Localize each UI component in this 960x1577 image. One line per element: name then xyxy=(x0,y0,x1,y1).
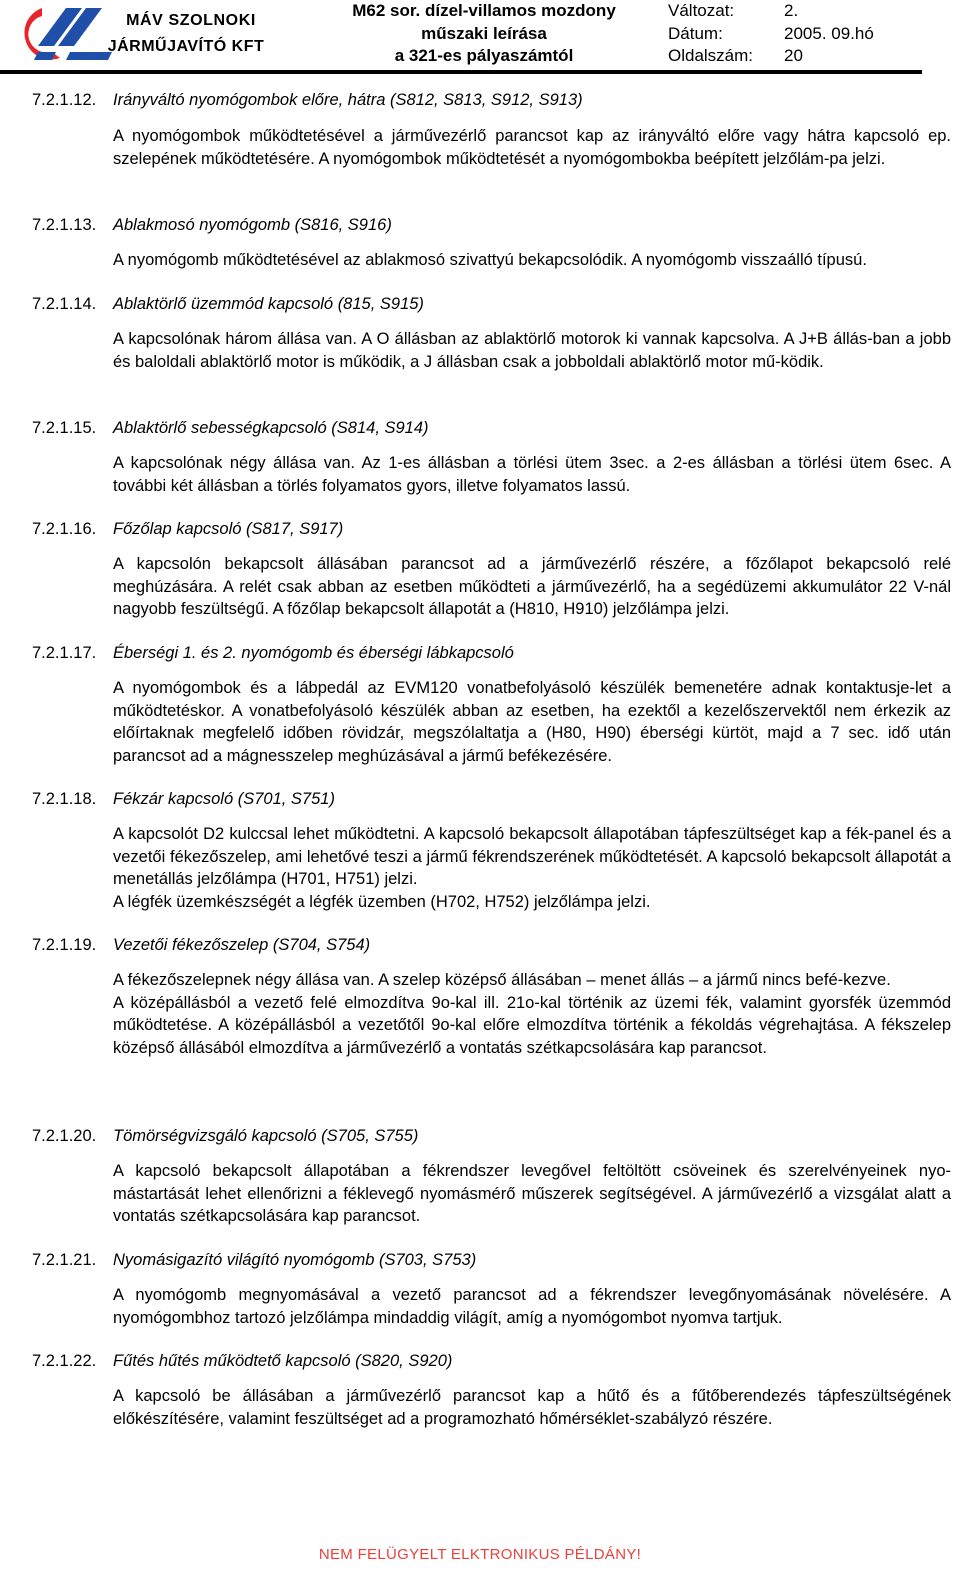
section-title: Ablaktörlő üzemmód kapcsoló (815, S915) xyxy=(113,295,424,313)
section-heading xyxy=(32,1127,418,1146)
meta-row-version xyxy=(668,0,874,23)
meta-value: 2. xyxy=(784,1,799,20)
paragraph: A kapcsolónak négy állása van. Az 1-es állásban a törlési ütem 3sec. a 2-es állásban a törlési ütem 6sec. A további két állásban a törlés folyamatos gyors, illetve folyamatos lassú. xyxy=(113,454,951,495)
meta-label: Oldalszám: xyxy=(668,46,754,65)
document-title-line: M62 sor. dízel-villamos mozdony xyxy=(352,1,616,20)
uncontrolled-copy-notice: NEM FELÜGYELT ELKTRONIKUS PÉLDÁNY! xyxy=(318,1546,642,1563)
section-title: Főzőlap kapcsoló (S817, S917) xyxy=(113,520,344,538)
document-title-line: műszaki leírása xyxy=(421,23,547,43)
company-name-line2: JÁRMŰJAVÍTÓ KFT xyxy=(107,38,265,55)
section-heading xyxy=(32,419,429,438)
section-text xyxy=(113,677,951,767)
meta-row-page xyxy=(668,45,874,68)
paragraph: A nyomógombok működtetésével a járművezérlő parancsot kap az irányváltó előre vagy hátra kapcsoló ep. szelepének működtetésére. A nyomógombok működtetését a nyomógombokba beépített jelzőlám-pa jelzi. xyxy=(113,127,951,168)
meta-label: Változat: xyxy=(668,1,735,20)
section-number: 7.2.1.12. xyxy=(32,91,97,109)
section-title: Ablaktörlő sebességkapcsoló (S814, S914) xyxy=(113,419,429,437)
section-text xyxy=(113,1284,951,1329)
section-text xyxy=(113,328,951,373)
section-number: 7.2.1.19. xyxy=(32,936,97,954)
meta-label: Dátum: xyxy=(668,23,723,43)
section-heading xyxy=(32,1352,452,1371)
section-number: 7.2.1.14. xyxy=(32,295,97,313)
section-title: Éberségi 1. és 2. nyomógomb és éberségi lábkapcsoló xyxy=(113,644,514,662)
section-text xyxy=(113,823,951,913)
page-header xyxy=(0,0,960,75)
section-number: 7.2.1.15. xyxy=(32,419,97,437)
document-title-line: a 321-es pályaszámtól xyxy=(394,46,574,65)
section-text xyxy=(113,969,951,1059)
section-number: 7.2.1.20. xyxy=(32,1127,97,1145)
paragraph: A légfék üzemkészségét a légfék üzemben (H702, H752) jelzőlámpa jelzi. xyxy=(113,892,651,911)
section-title: Ablakmosó nyomógomb (S816, S916) xyxy=(113,216,392,234)
section-heading xyxy=(32,91,583,110)
section-heading xyxy=(32,520,343,539)
paragraph: A kapcsolónak három állása van. A O állásban az ablaktörlő motorok ki vannak kapcsolva. A J+B állás-ban a jobb és baloldali ablaktörlő motor is működik, a J állásban csak a jobboldali ablaktörlő motor mű-ködik. xyxy=(113,330,951,371)
section-text xyxy=(113,249,951,272)
section-text xyxy=(113,1385,951,1430)
paragraph: A középállásból a vezető felé elmozdítva 9o-kal ill. 21o-kal történik az üzemi fék, valamint gyorsfék üzemmód működtetése. A középállásból a vezetőtől 9o-kal előre elmozdítva történik a fékoldás végrehajtása. A fékszelep középső állásából elmozdítva a járművezérlő a vontatás szétkapcsolására kap parancsot. xyxy=(113,993,951,1057)
company-name-line1: MÁV SZOLNOKI xyxy=(126,12,256,29)
section-text xyxy=(113,125,951,170)
section-number: 7.2.1.18. xyxy=(32,790,97,808)
company-name xyxy=(96,8,286,60)
section-title: Fékzár kapcsoló (S701, S751) xyxy=(113,790,335,808)
section-number: 7.2.1.16. xyxy=(32,520,97,538)
paragraph: A kapcsoló bekapcsolt állapotában a fékrendszer levegővel feltöltött csöveinek és szerelvényeinek nyo-mástartását lehet ellenőrizni a féklevegő nyomásmérő műszerek segítségével. A járművezérlő a vizsgálat alatt a vontatás szétkapcsolására kap parancsot. xyxy=(113,1162,951,1225)
section-title: Vezetői fékezőszelep (S704, S754) xyxy=(113,936,371,954)
section-heading xyxy=(32,216,392,235)
section-heading xyxy=(32,936,370,955)
section-heading xyxy=(32,790,335,809)
meta-value: 20 xyxy=(784,46,803,65)
paragraph: A kapcsolót D2 kulccsal lehet működtetni. A kapcsoló bekapcsolt állapotában tápfeszültséget kap a fék-panel és a vezetői fékezőszelep, ami lehetővé teszi a jármű fékrendszerének működtetését. A kapcsoló bekapcsolt állapotát a menetállás jelzőlámpa (H701, H751) jelzi. xyxy=(113,825,951,888)
section-title: Irányváltó nyomógombok előre, hátra (S812, S813, S912, S913) xyxy=(113,91,583,109)
meta-value: 2005. 09.hó xyxy=(784,23,874,43)
header-divider xyxy=(0,70,922,74)
section-number: 7.2.1.21. xyxy=(32,1251,97,1269)
section-title: Nyomásigazító világító nyomógomb (S703, S753) xyxy=(113,1251,477,1269)
document-meta xyxy=(668,0,874,68)
paragraph: A nyomógombok és a lábpedál az EVM120 vonatbefolyásoló készülék bemenetére adnak kontaktusje-let a működtetéskor. A vonatbefolyásoló készülék abban az esetben, ha ezektől a kezelőszervektől nem érkezik az előírtaknak megfelelő időben rövidzár, megszólaltatja a (H80, H90) éberségi kürtöt, majd a 7 sec. idő után parancsot ad a mágnesszelep meghúzásával a jármű befékezésére. xyxy=(113,679,951,765)
section-heading xyxy=(32,295,424,314)
section-title: Fűtés hűtés működtető kapcsoló (S820, S920) xyxy=(113,1352,453,1370)
section-text xyxy=(113,553,951,621)
section-heading xyxy=(32,644,514,663)
section-number: 7.2.1.13. xyxy=(32,216,97,234)
section-text xyxy=(113,452,951,497)
section-number: 7.2.1.22. xyxy=(32,1352,97,1370)
paragraph: A nyomógomb működtetésével az ablakmosó szivattyú bekapcsolódik. A nyomógomb visszaálló típusú. xyxy=(113,251,867,269)
meta-row-date xyxy=(668,23,874,46)
paragraph: A fékezőszelepnek négy állása van. A szelep középső állásában – menet állás – a jármű nincs befé-kezve. xyxy=(113,971,891,989)
paragraph: A kapcsolón bekapcsolt állásában parancsot ad a járművezérlő részére, a főzőlapot bekapcsoló relé meghúzására. A relét csak abban az esetben működteti a járművezérlő, ha a segédüzemi akkumulátor 22 V-nál nagyobb feszültségű. A főzőlap bekapcsolt állapotát a (H810, H910) jelzőlámpa jelzi. xyxy=(113,555,951,618)
section-heading xyxy=(32,1251,476,1270)
paragraph: A kapcsoló be állásában a járművezérlő parancsot kap a hűtő és a fűtőberendezés tápfeszültségének előkészítésére, valamint feszültséget ad a programozható hőmérséklet-szabályzó részére. xyxy=(113,1387,951,1428)
section-text xyxy=(113,1160,951,1228)
paragraph: A nyomógomb megnyomásával a vezető parancsot ad a fékrendszer levegőnyomásának növelésére. A nyomógombhoz tartozó jelzőlámpa mindaddig világít, amíg a nyomógombot nyomva tartjuk. xyxy=(113,1286,951,1327)
section-title: Tömörségvizsgáló kapcsoló (S705, S755) xyxy=(113,1127,419,1145)
document-title xyxy=(330,0,638,68)
section-number: 7.2.1.17. xyxy=(32,644,97,662)
